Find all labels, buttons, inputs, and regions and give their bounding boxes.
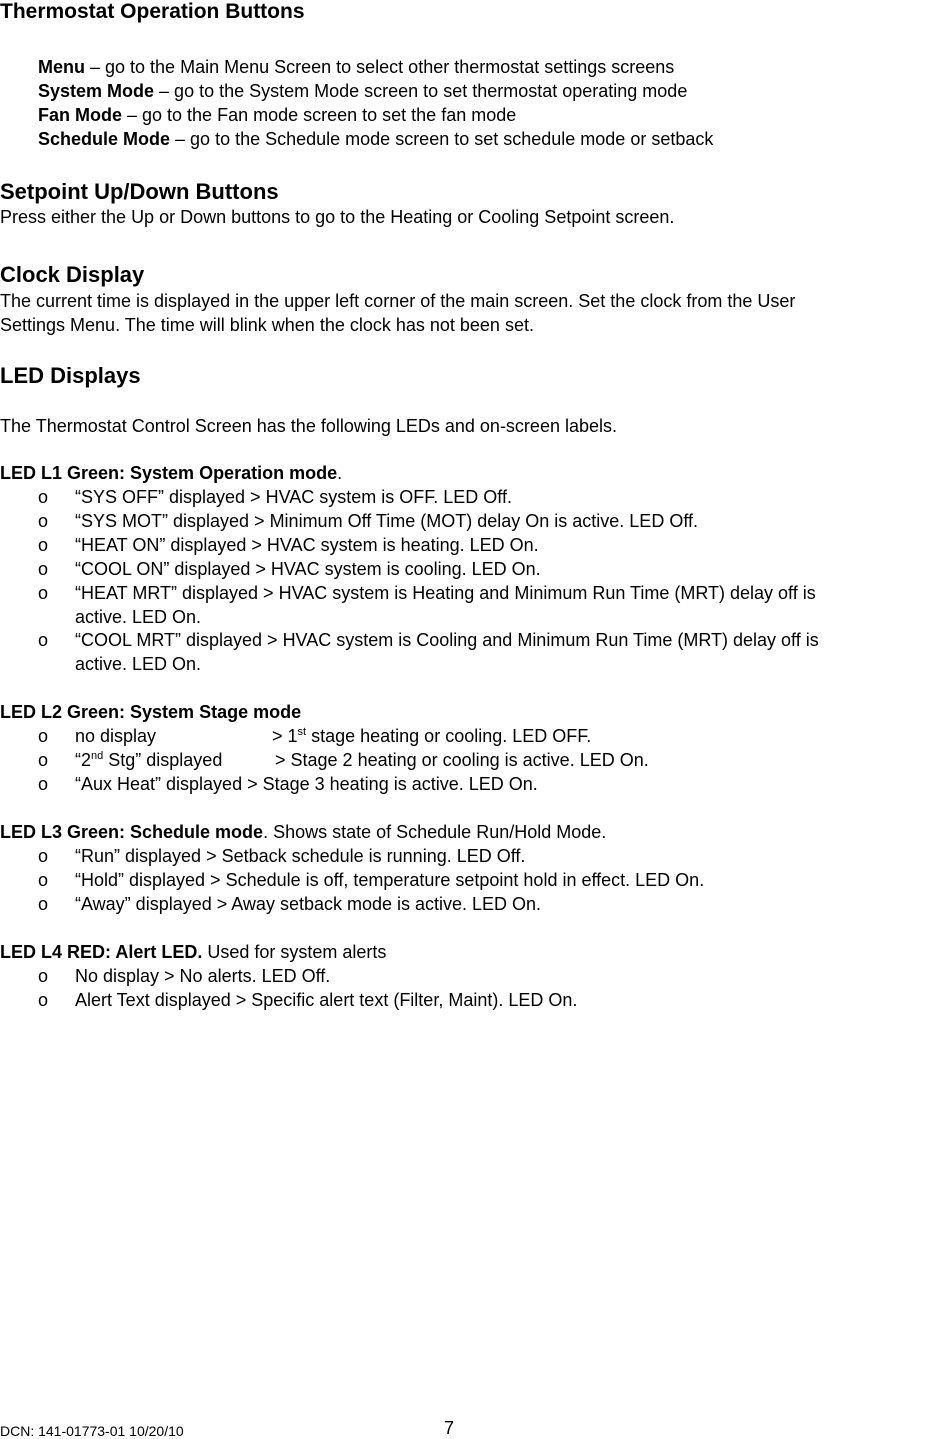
led-l2-item-b: > 1st stage heating or cooling. LED OFF.	[272, 726, 592, 746]
led-l4-title: LED L4 RED: Alert LED. Used for system alerts	[0, 942, 387, 962]
bullet-marker: o	[38, 870, 49, 890]
bullet-marker: o	[38, 990, 49, 1010]
led-l2-item-a: “2nd Stg” displayed	[75, 750, 223, 770]
clock-text-line1: The current time is displayed in the upper left corner of the main screen. Set the clock from the User	[0, 291, 796, 311]
led-heading: LED Displays	[0, 363, 141, 388]
button-desc-menu: Menu – go to the Main Menu Screen to select other thermostat settings screens	[38, 57, 675, 77]
led-l1-item: “COOL ON” displayed > HVAC system is cooling. LED On.	[75, 559, 541, 579]
led-l4-item: No display > No alerts. LED Off.	[75, 966, 331, 986]
bullet-marker: o	[38, 846, 49, 866]
bullet-marker: o	[38, 966, 49, 986]
bullet-marker: o	[38, 750, 49, 770]
led-intro: The Thermostat Control Screen has the following LEDs and on-screen labels.	[0, 416, 617, 436]
bullet-marker: o	[38, 630, 49, 650]
bullet-marker: o	[38, 583, 49, 603]
clock-text-line2: Settings Menu. The time will blink when the clock has not been set.	[0, 315, 534, 335]
led-l1-item-continuation: active. LED On.	[75, 654, 202, 674]
led-l4-item: Alert Text displayed > Specific alert text (Filter, Maint). LED On.	[75, 990, 578, 1010]
page-title: Thermostat Operation Buttons	[0, 0, 305, 23]
bullet-marker: o	[38, 774, 49, 794]
button-desc-fan-mode: Fan Mode – go to the Fan mode screen to set the fan mode	[38, 105, 517, 125]
setpoint-heading: Setpoint Up/Down Buttons	[0, 179, 279, 204]
bullet-marker: o	[38, 559, 49, 579]
button-desc-system-mode: System Mode – go to the System Mode screen to set thermostat operating mode	[38, 81, 688, 101]
setpoint-text: Press either the Up or Down buttons to go to the Heating or Cooling Setpoint screen.	[0, 207, 675, 227]
led-l3-item: “Run” displayed > Setback schedule is running. LED Off.	[75, 846, 526, 866]
bullet-marker: o	[38, 535, 49, 555]
footer-dcn: DCN: 141-01773-01 10/20/10	[0, 1423, 184, 1439]
led-l2-item: “Aux Heat” displayed > Stage 3 heating is active. LED On.	[75, 774, 538, 794]
clock-heading: Clock Display	[0, 262, 145, 287]
led-l3-item: “Hold” displayed > Schedule is off, temperature setpoint hold in effect. LED On.	[75, 870, 705, 890]
bullet-marker: o	[38, 894, 49, 914]
led-l1-item: “HEAT ON” displayed > HVAC system is heating. LED On.	[75, 535, 539, 555]
led-l1-item: “COOL MRT” displayed > HVAC system is Cooling and Minimum Run Time (MRT) delay off is	[75, 630, 819, 650]
bullet-marker: o	[38, 487, 49, 507]
bullet-marker: o	[38, 511, 49, 531]
led-l2-item-b: > Stage 2 heating or cooling is active. LED On.	[275, 750, 649, 770]
bullet-marker: o	[38, 726, 49, 746]
led-l2-title: LED L2 Green: System Stage mode	[0, 702, 302, 722]
led-l3-item: “Away” displayed > Away setback mode is active. LED On.	[75, 894, 542, 914]
page-number: 7	[444, 1418, 455, 1438]
led-l3-title: LED L3 Green: Schedule mode. Shows state of Schedule Run/Hold Mode.	[0, 822, 607, 842]
led-l1-item: “SYS OFF” displayed > HVAC system is OFF. LED Off.	[75, 487, 512, 507]
led-l1-item-continuation: active. LED On.	[75, 607, 202, 627]
led-l1-title: LED L1 Green: System Operation mode.	[0, 463, 343, 483]
button-desc-schedule-mode: Schedule Mode – go to the Schedule mode screen to set schedule mode or setback	[38, 129, 714, 149]
led-l2-item-a: no display	[75, 726, 157, 746]
led-l1-item: “SYS MOT” displayed > Minimum Off Time (MOT) delay On is active. LED Off.	[75, 511, 698, 531]
led-l1-item: “HEAT MRT” displayed > HVAC system is Heating and Minimum Run Time (MRT) delay off is	[75, 583, 816, 603]
